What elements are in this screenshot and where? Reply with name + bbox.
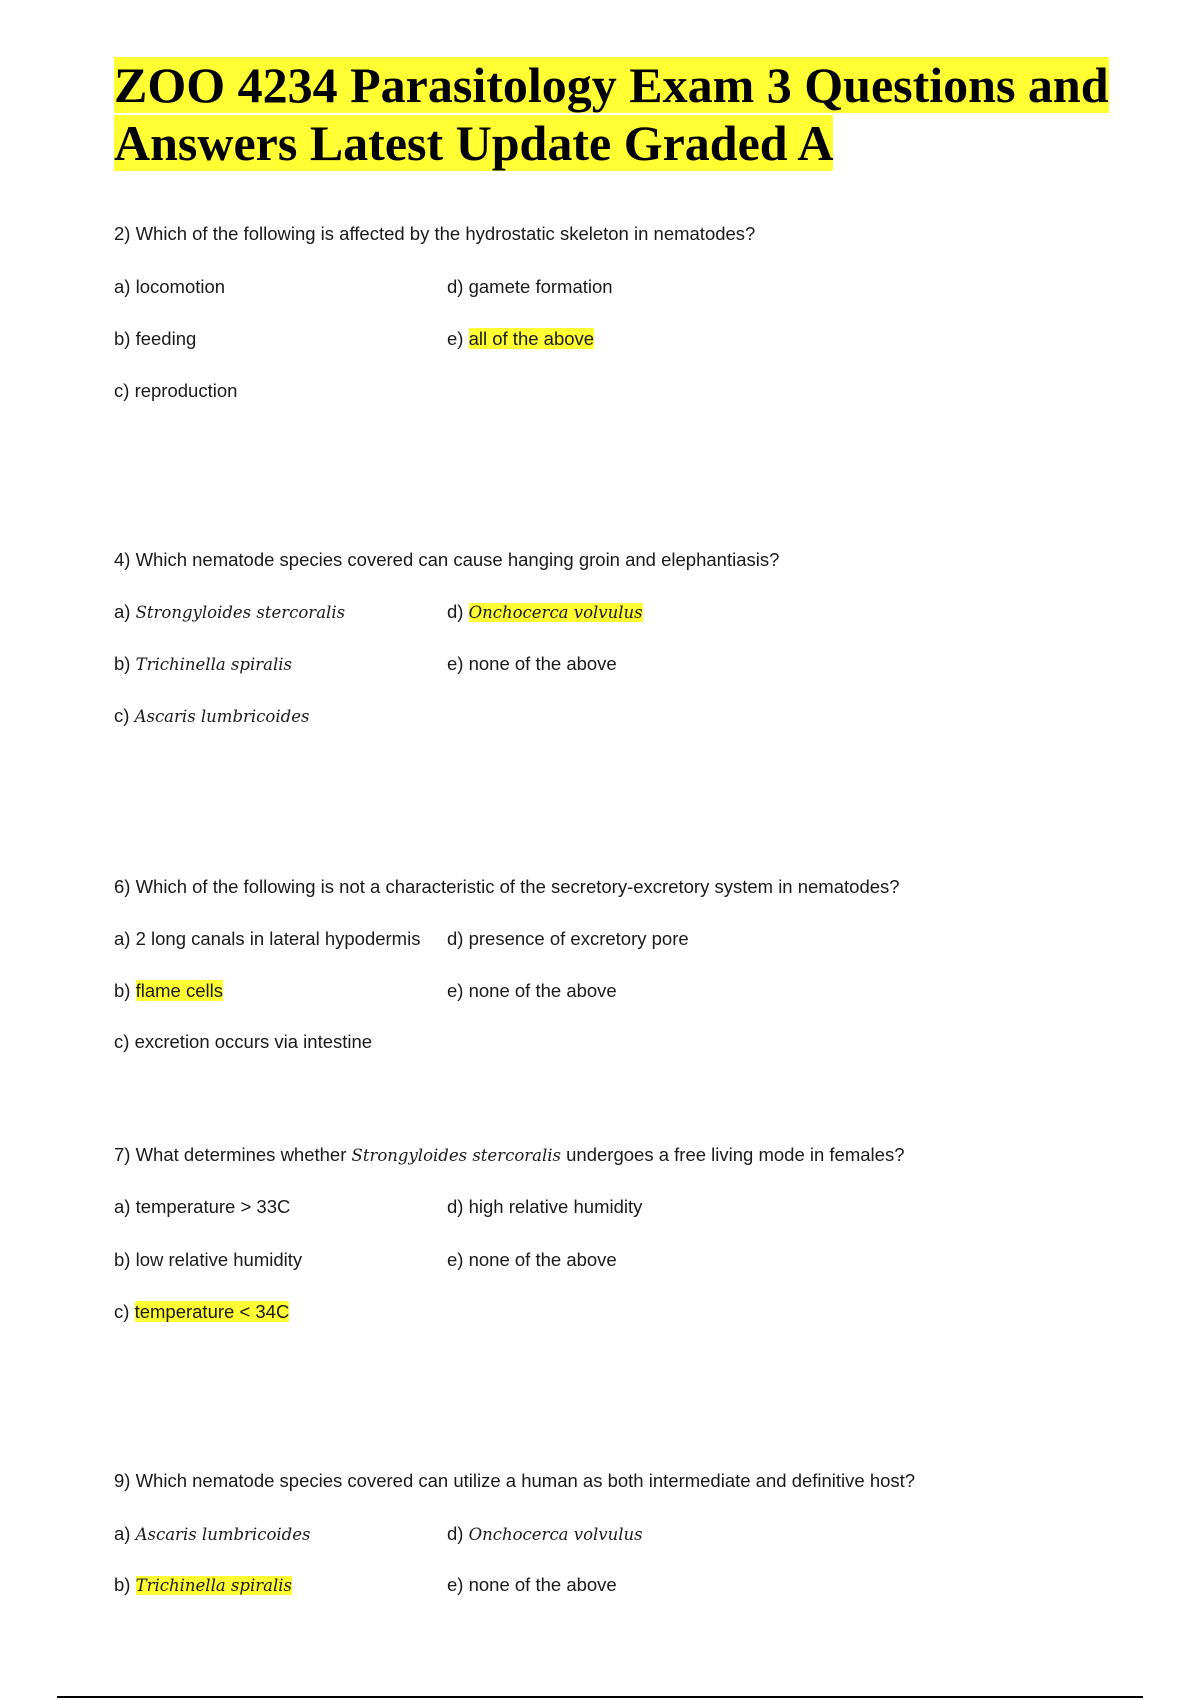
q7-option-a-text: temperature > 33C [135, 1196, 291, 1217]
q7-option-b-text: low relative humidity [135, 1249, 303, 1270]
q9-option-a: a) Ascaris lumbricoides [114, 1523, 311, 1544]
q9-option-e-text: none of the above [468, 1574, 617, 1595]
q4-option-a-text: Strongyloides stercoralis [135, 603, 346, 622]
q4-option-e: e) none of the above [447, 653, 617, 674]
q9-option-b: b) Trichinella spiralis [114, 1574, 292, 1595]
q2-option-a-text: locomotion [135, 276, 226, 297]
q2-option-d-text: gamete formation [468, 276, 613, 297]
question-4-text: 4) Which nematode species covered can cause hanging groin and elephantiasis? [114, 549, 780, 570]
question-6-text: 6) Which of the following is not a characteristic of the secretory-excretory system in nematodes? [114, 876, 900, 897]
q6-option-c: c) excretion occurs via intestine [114, 1031, 373, 1052]
q6-option-e: e) none of the above [447, 980, 617, 1001]
q2-correct-answer-highlight: all of the above [468, 328, 595, 349]
q7-option-e: e) none of the above [447, 1249, 617, 1270]
q4-option-b-text: Trichinella spiralis [135, 655, 292, 674]
q2-option-b-text: feeding [135, 328, 197, 349]
q2-option-c: c) reproduction [114, 380, 238, 401]
q7-correct-answer-highlight: temperature < 34C [134, 1301, 290, 1322]
q9-option-a-text: Ascaris lumbricoides [135, 1525, 311, 1544]
q2-option-c-text: reproduction [134, 380, 238, 401]
q4-option-c: c) Ascaris lumbricoides [114, 705, 310, 726]
q4-option-b: b) Trichinella spiralis [114, 653, 292, 674]
q7-option-d-text: high relative humidity [468, 1196, 643, 1217]
q6-option-e-text: none of the above [468, 980, 617, 1001]
q7-option-d: d) high relative humidity [447, 1196, 643, 1217]
q7-species-name: Strongyloides stercoralis [351, 1146, 561, 1165]
q2-option-b: b) feeding [114, 328, 197, 349]
q9-option-d-text: Onchocerca volvulus [468, 1525, 643, 1544]
page-bottom-rule [57, 1696, 1143, 1698]
q6-option-b: b) flame cells [114, 980, 223, 1001]
q7-option-b: b) low relative humidity [114, 1249, 303, 1270]
title-text: ZOO 4234 Parasitology Exam 3 Questions and Answers Latest Update Graded A [114, 57, 1109, 171]
q4-correct-answer-highlight: Onchocerca volvulus [468, 603, 643, 622]
question-2-text: 2) Which of the following is affected by the hydrostatic skeleton in nematodes? [114, 223, 756, 244]
question-7-text: 7) What determines whether Strongyloides stercoralis undergoes a free living mode in females? [114, 1144, 905, 1165]
q2-option-d: d) gamete formation [447, 276, 613, 297]
q2-option-e: e) all of the above [447, 328, 595, 349]
q2-option-a: a) locomotion [114, 276, 226, 297]
q6-option-d-text: presence of excretory pore [468, 928, 689, 949]
q6-option-d: d) presence of excretory pore [447, 928, 689, 949]
q4-option-a: a) Strongyloides stercoralis [114, 601, 346, 622]
q4-option-c-text: Ascaris lumbricoides [134, 707, 310, 726]
q9-option-d: d) Onchocerca volvulus [447, 1523, 643, 1544]
q7-option-a: a) temperature > 33C [114, 1196, 291, 1217]
q4-option-d: d) Onchocerca volvulus [447, 601, 643, 622]
q4-option-e-text: none of the above [468, 653, 617, 674]
question-9-text: 9) Which nematode species covered can utilize a human as both intermediate and definitive host? [114, 1470, 916, 1491]
q6-option-a-text: 2 long canals in lateral hypodermis [135, 928, 421, 949]
q7-option-c: c) temperature < 34C [114, 1301, 290, 1322]
q6-correct-answer-highlight: flame cells [135, 980, 223, 1001]
q7-option-e-text: none of the above [468, 1249, 617, 1270]
q9-option-e: e) none of the above [447, 1574, 617, 1595]
q6-option-c-text: excretion occurs via intestine [134, 1031, 373, 1052]
q9-correct-answer-highlight: Trichinella spiralis [135, 1576, 292, 1595]
q6-option-a: a) 2 long canals in lateral hypodermis [114, 928, 421, 949]
document-title [114, 56, 1114, 172]
